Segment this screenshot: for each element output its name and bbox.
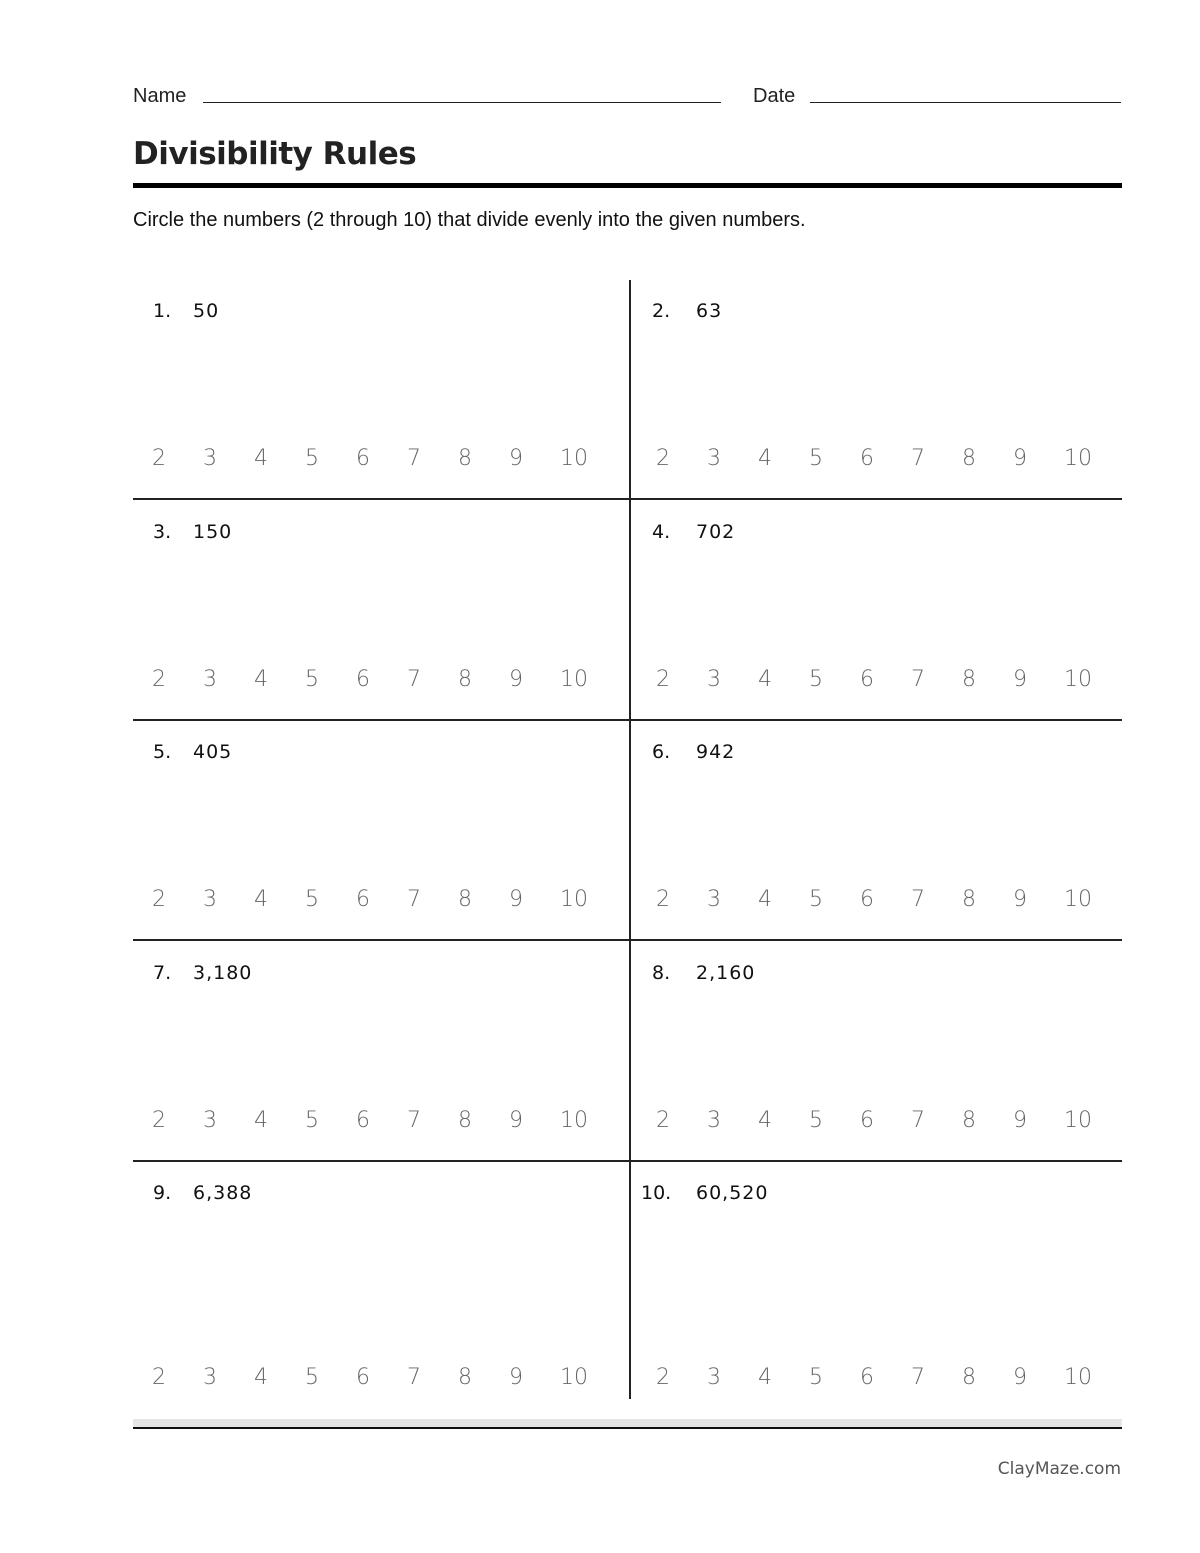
footer-divider	[133, 1427, 1122, 1429]
problem-number: 7.	[153, 962, 172, 984]
divisor-option[interactable]: 3	[203, 667, 217, 692]
divisor-option[interactable]: 2	[656, 1365, 670, 1390]
divisor-option[interactable]: 3	[203, 1108, 217, 1133]
divisor-option[interactable]: 2	[656, 1108, 670, 1133]
problem-value: 6,388	[193, 1182, 253, 1204]
divisor-option[interactable]: 8	[962, 887, 976, 912]
problem-number: 10.	[641, 1182, 672, 1204]
divisor-option[interactable]: 8	[962, 667, 976, 692]
name-label: Name	[133, 85, 187, 107]
divisor-option[interactable]: 7	[911, 1365, 925, 1390]
divisor-option[interactable]: 4	[758, 887, 772, 912]
divisor-option[interactable]: 8	[962, 1108, 976, 1133]
divisor-option[interactable]: 3	[707, 887, 721, 912]
divisor-option[interactable]: 8	[962, 446, 976, 471]
divisor-option[interactable]: 4	[254, 887, 268, 912]
divisor-option[interactable]: 8	[962, 1365, 976, 1390]
title-divider	[133, 183, 1122, 188]
divisor-option[interactable]: 6	[860, 1365, 874, 1390]
row-divider	[133, 719, 1122, 721]
divisor-option[interactable]: 2	[152, 667, 166, 692]
divisor-option[interactable]: 10	[1064, 887, 1092, 912]
divisor-choices	[152, 887, 611, 912]
divisor-option[interactable]: 8	[458, 1108, 472, 1133]
row-divider	[133, 1160, 1122, 1162]
divisor-option[interactable]: 5	[809, 1365, 823, 1390]
divisor-option[interactable]: 10	[1064, 667, 1092, 692]
divisor-option[interactable]: 3	[707, 446, 721, 471]
divisor-option[interactable]: 9	[509, 446, 523, 471]
problem-value: 405	[193, 741, 233, 763]
divisor-option[interactable]: 3	[203, 446, 217, 471]
divisor-option[interactable]: 6	[356, 446, 370, 471]
problem-value: 942	[696, 741, 736, 763]
divisor-option[interactable]: 5	[809, 1108, 823, 1133]
divisor-option[interactable]: 10	[1064, 1365, 1092, 1390]
divisor-option[interactable]: 2	[152, 1365, 166, 1390]
date-field[interactable]	[810, 102, 1121, 103]
divisor-option[interactable]: 9	[1013, 887, 1027, 912]
divisor-option[interactable]: 4	[254, 667, 268, 692]
divisor-option[interactable]: 10	[1064, 1108, 1092, 1133]
divisor-option[interactable]: 5	[305, 667, 319, 692]
divisor-option[interactable]: 9	[509, 887, 523, 912]
divisor-choices	[152, 1365, 611, 1390]
problem-value: 50	[193, 300, 220, 322]
divisor-option[interactable]: 5	[809, 446, 823, 471]
divisor-option[interactable]: 3	[707, 1365, 721, 1390]
problem-number: 6.	[652, 741, 671, 763]
divisor-option[interactable]: 10	[560, 667, 588, 692]
divisor-option[interactable]: 9	[1013, 667, 1027, 692]
divisor-option[interactable]: 2	[152, 446, 166, 471]
date-label: Date	[753, 85, 796, 107]
divisor-option[interactable]: 9	[1013, 446, 1027, 471]
divisor-choices	[656, 446, 1115, 471]
divisor-option[interactable]: 10	[560, 1108, 588, 1133]
problem-number: 8.	[652, 962, 671, 984]
divisor-option[interactable]: 10	[1064, 446, 1092, 471]
divisor-choices	[656, 1365, 1115, 1390]
row-divider	[133, 498, 1122, 500]
row-divider	[133, 939, 1122, 941]
divisor-option[interactable]: 6	[860, 446, 874, 471]
divisor-option[interactable]: 5	[809, 887, 823, 912]
divisor-option[interactable]: 5	[305, 1365, 319, 1390]
divisor-option[interactable]: 5	[305, 446, 319, 471]
divisor-option[interactable]: 3	[707, 667, 721, 692]
problem-number: 2.	[652, 300, 671, 322]
divisor-option[interactable]: 6	[356, 667, 370, 692]
divisor-choices	[656, 887, 1115, 912]
divisor-choices	[152, 1108, 611, 1133]
problem-value: 63	[696, 300, 723, 322]
divisor-option[interactable]: 5	[305, 887, 319, 912]
divisor-option[interactable]: 2	[656, 887, 670, 912]
divisor-choices	[656, 667, 1115, 692]
divisor-option[interactable]: 3	[203, 887, 217, 912]
divisor-option[interactable]: 10	[560, 1365, 588, 1390]
divisor-option[interactable]: 9	[1013, 1108, 1027, 1133]
divisor-option[interactable]: 4	[254, 1108, 268, 1133]
divisor-option[interactable]: 2	[152, 1108, 166, 1133]
divisor-option[interactable]: 6	[860, 887, 874, 912]
problem-number: 4.	[652, 521, 671, 543]
divisor-option[interactable]: 8	[458, 1365, 472, 1390]
divisor-option[interactable]: 6	[860, 667, 874, 692]
name-field[interactable]	[203, 102, 721, 103]
problem-number: 5.	[153, 741, 172, 763]
divisor-option[interactable]: 2	[152, 887, 166, 912]
divisor-option[interactable]: 2	[656, 667, 670, 692]
instructions: Circle the numbers (2 through 10) that divide evenly into the given numbers.	[133, 209, 806, 231]
problem-value: 2,160	[696, 962, 756, 984]
divisor-option[interactable]: 9	[1013, 1365, 1027, 1390]
divisor-option[interactable]: 7	[911, 446, 925, 471]
divisor-choices	[152, 446, 611, 471]
divisor-option[interactable]: 7	[407, 446, 421, 471]
divisor-option[interactable]: 3	[707, 1108, 721, 1133]
divisor-option[interactable]: 4	[758, 1108, 772, 1133]
divisor-option[interactable]: 5	[809, 667, 823, 692]
divisor-option[interactable]: 7	[407, 1108, 421, 1133]
divisor-option[interactable]: 9	[509, 1365, 523, 1390]
problem-value: 60,520	[696, 1182, 769, 1204]
center-divider	[629, 280, 631, 1399]
divisor-option[interactable]: 8	[458, 446, 472, 471]
divisor-option[interactable]: 4	[254, 446, 268, 471]
divisor-option[interactable]: 10	[560, 887, 588, 912]
divisor-option[interactable]: 10	[560, 446, 588, 471]
problem-value: 3,180	[193, 962, 253, 984]
divisor-option[interactable]: 2	[656, 446, 670, 471]
problem-number: 9.	[153, 1182, 172, 1204]
problem-value: 150	[193, 521, 233, 543]
divisor-option[interactable]: 7	[407, 667, 421, 692]
problem-value: 702	[696, 521, 736, 543]
divisor-option[interactable]: 7	[911, 667, 925, 692]
divisor-option[interactable]: 8	[458, 667, 472, 692]
problem-number: 1.	[153, 300, 172, 322]
footer-brand: ClayMaze.com	[997, 1459, 1121, 1479]
divisor-option[interactable]: 6	[356, 887, 370, 912]
divisor-option[interactable]: 4	[758, 446, 772, 471]
problem-number: 3.	[153, 521, 172, 543]
divisor-option[interactable]: 4	[758, 667, 772, 692]
divisor-option[interactable]: 6	[356, 1108, 370, 1133]
divisor-choices	[152, 667, 611, 692]
divisor-option[interactable]: 3	[203, 1365, 217, 1390]
divisor-option[interactable]: 9	[509, 1108, 523, 1133]
divisor-option[interactable]: 7	[407, 887, 421, 912]
divisor-choices	[656, 1108, 1115, 1133]
divisor-option[interactable]: 6	[860, 1108, 874, 1133]
divisor-option[interactable]: 8	[458, 887, 472, 912]
divisor-option[interactable]: 7	[911, 887, 925, 912]
divisor-option[interactable]: 7	[911, 1108, 925, 1133]
divisor-option[interactable]: 4	[758, 1365, 772, 1390]
divisor-option[interactable]: 5	[305, 1108, 319, 1133]
divisor-option[interactable]: 7	[407, 1365, 421, 1390]
divisor-option[interactable]: 4	[254, 1365, 268, 1390]
divisor-option[interactable]: 9	[509, 667, 523, 692]
page-title: Divisibility Rules	[133, 136, 417, 172]
divisor-option[interactable]: 6	[356, 1365, 370, 1390]
footer-band	[133, 1419, 1122, 1427]
